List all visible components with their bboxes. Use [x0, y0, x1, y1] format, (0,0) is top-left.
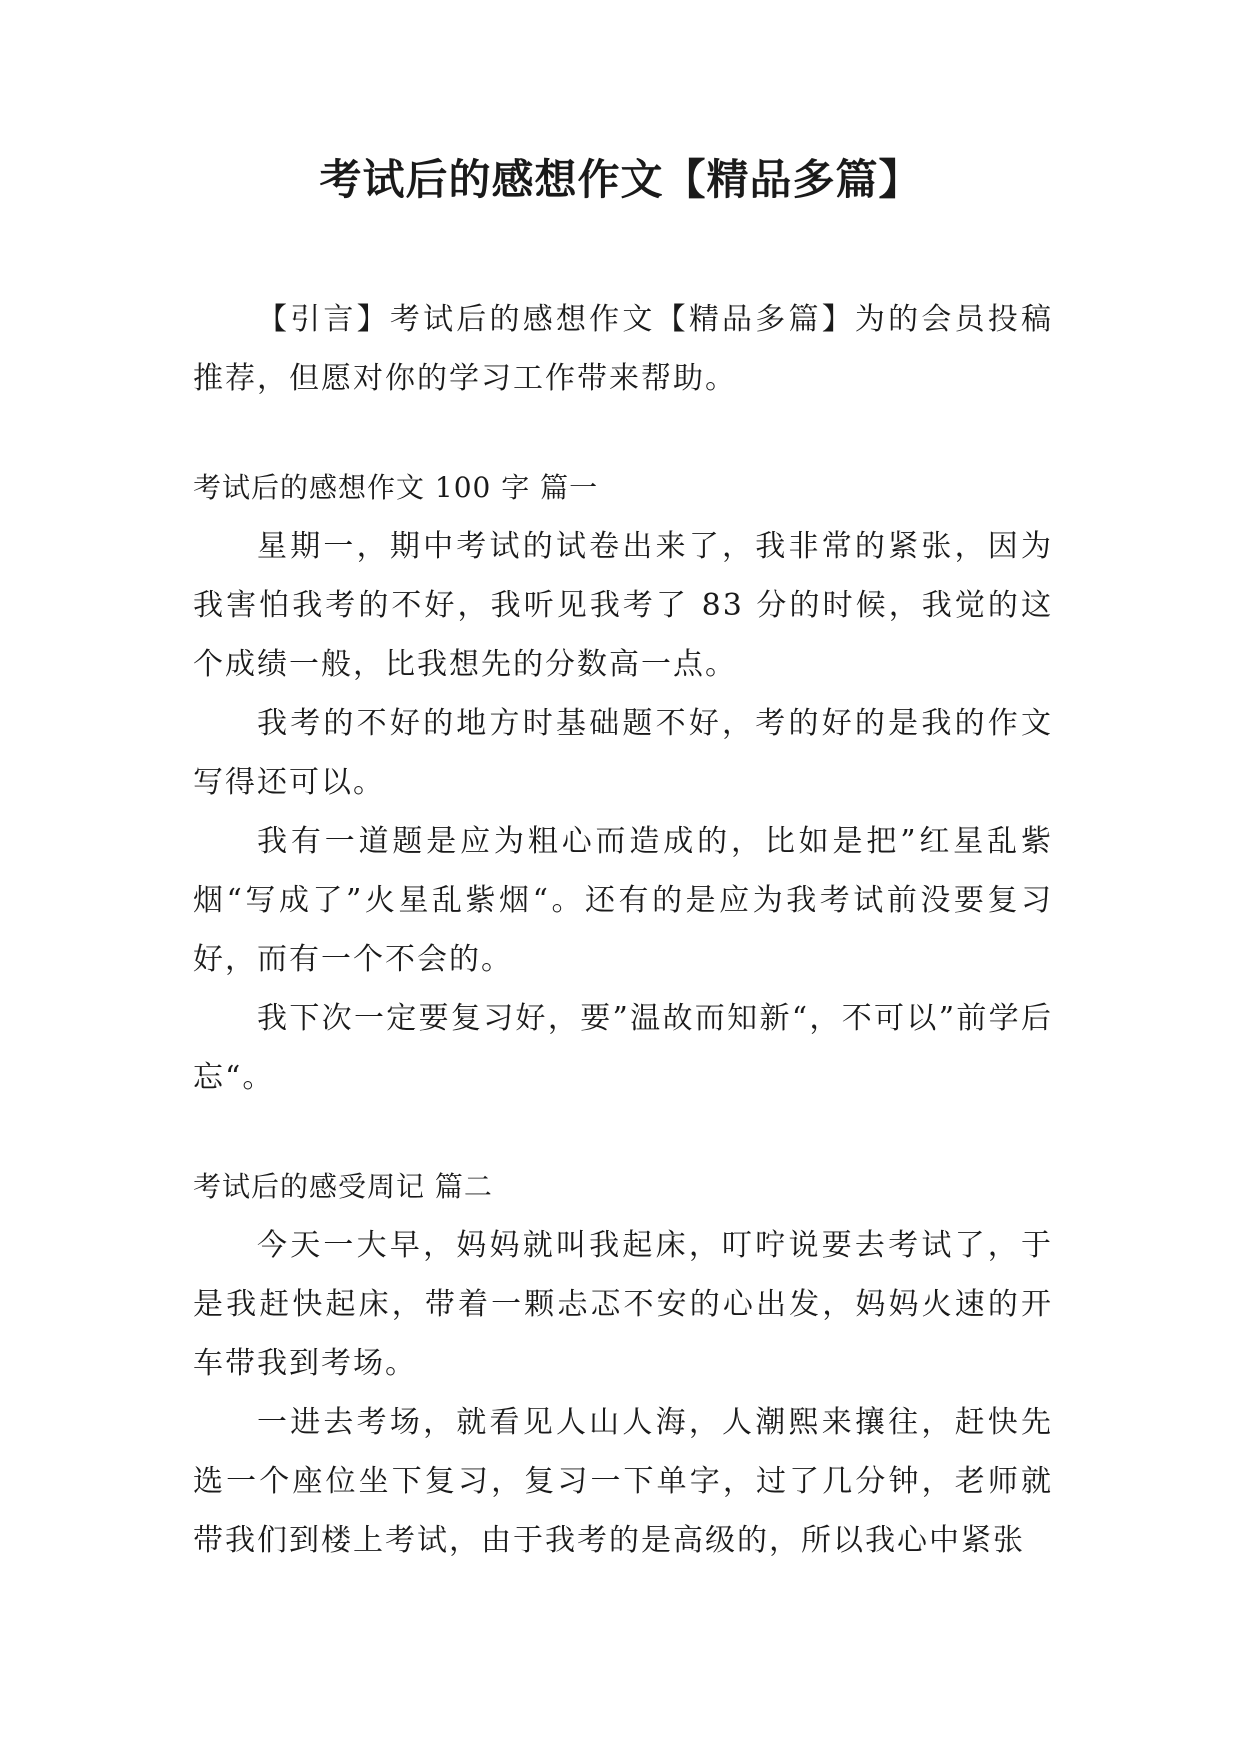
- section-spacer: [193, 1107, 1053, 1157]
- document-title: 考试后的感想作文【精品多篇】: [319, 155, 922, 204]
- section-1: [193, 458, 1053, 1107]
- paragraph: 我考的不好的地方时基础题不好，考的好的是我的作文写得还可以。: [193, 706, 1053, 800]
- paragraph: 星期一，期中考试的试卷出来了，我非常的紧张，因为我害怕我考的不好，我听见我考了 83 分的时候，我觉的这个成绩一般，比我想先的分数高一点。: [193, 529, 1053, 682]
- paragraph: 今天一大早，妈妈就叫我起床，叮咛说要去考试了，于是我赶快起床，带着一颗忐忑不安的心出发，妈妈火速的开车带我到考场。: [193, 1228, 1053, 1381]
- document-body: [193, 290, 1053, 1570]
- paragraph: 我有一道题是应为粗心而造成的，比如是把”红星乱紫烟“写成了”火星乱紫烟“。还有的是应为我考试前没要复习好，而有一个不会的。: [193, 824, 1053, 977]
- intro-paragraph: 【引言】考试后的感想作文【精品多篇】为的会员投稿推荐，但愿对你的学习工作带来帮助。: [193, 302, 1053, 396]
- section-2: [193, 1157, 1053, 1570]
- section-heading: 考试后的感受周记 篇二: [193, 1170, 493, 1203]
- paragraph: 一进去考场，就看见人山人海，人潮熙来攘往，赶快先选一个座位坐下复习，复习一下单字，过了几分钟，老师就带我们到楼上考试，由于我考的是高级的，所以我心中紧张: [193, 1405, 1053, 1558]
- paragraph: 我下次一定要复习好，要”温故而知新“，不可以”前学后忘“。: [193, 1001, 1053, 1095]
- section-heading: 考试后的感想作文 100 字 篇一: [193, 471, 599, 504]
